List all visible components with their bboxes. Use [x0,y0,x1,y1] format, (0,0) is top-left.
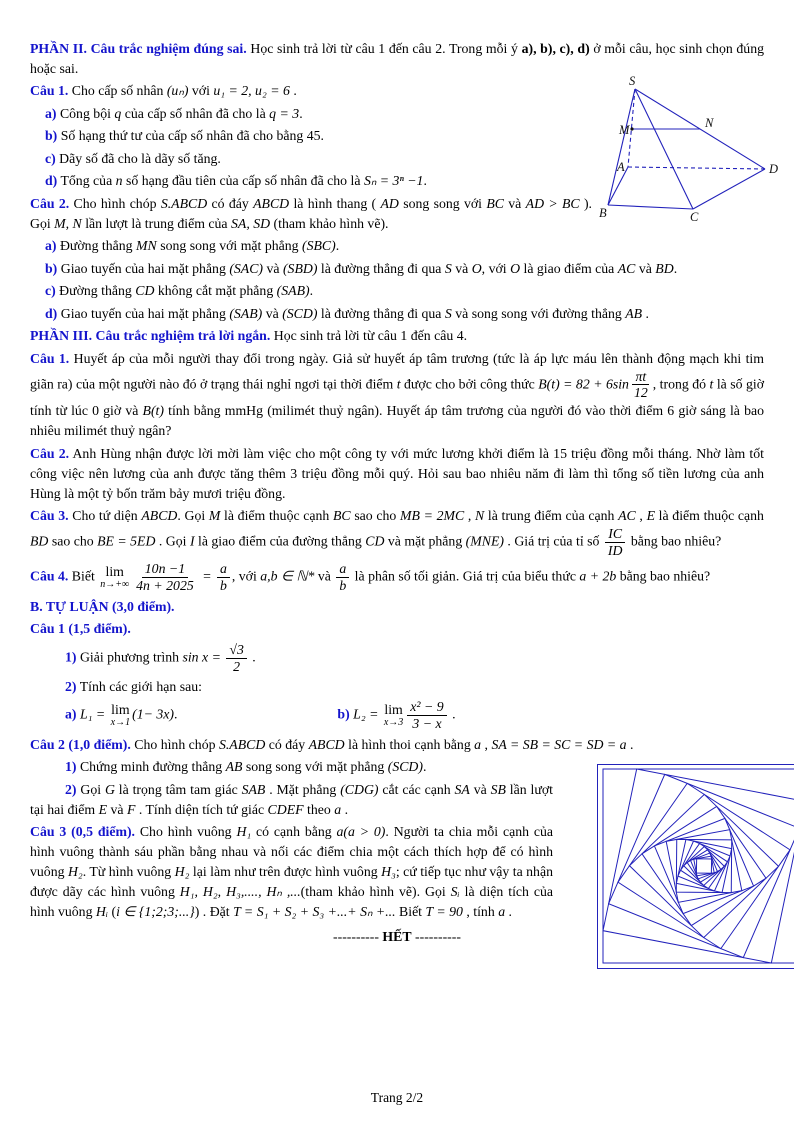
text-segment: . [289,83,297,98]
text-segment: và [107,801,127,817]
text-segment: và [635,260,656,276]
text-segment: . [341,801,349,817]
text-segment: Gọi [76,781,105,797]
text-segment: Hᵢ [95,904,109,920]
fraction: $\frac{a}{b}$ [336,561,349,594]
vertex-label-A: A [617,160,625,174]
text-segment: 2) [65,781,77,797]
text-segment: (uₙ) [166,83,189,98]
text-segment: (SCD) [387,759,423,775]
text-segment: B. TỰ LUẬN (3,0 điểm). [30,598,175,614]
text-segment: của cấp số nhân đã cho là [121,105,270,121]
text-segment: i ∈ {1;2;3;...} [116,904,195,920]
text-segment: (SBD) [282,260,318,276]
p3-cau3 [30,506,764,559]
text-segment: (SCD) [282,305,318,321]
text-segment: Câu 1. [30,350,70,366]
text-segment: Sₙ = 3ⁿ −1 [363,173,424,188]
text-segment: , với [231,568,261,584]
text-segment: là số giờ tính từ lúc 0 giờ và [30,376,765,419]
text-segment: CDEF [267,801,304,817]
text-segment: E [646,508,655,524]
text-segment: Câu 1 (1,5 điểm). [30,621,131,637]
text-segment: . [423,173,427,188]
text-segment: Cho cấp số nhân [68,83,167,98]
text-segment: Sᵢ [450,884,460,900]
text-segment: F [126,801,136,817]
text-segment: SA [454,781,470,797]
text-segment: không cắt mặt phẳng [154,283,277,298]
text-segment: BE = 5ED [97,533,156,549]
text-segment: Biết [395,904,426,920]
text-segment: Tổng của [57,173,116,188]
text-segment: số hạng đầu tiên của cấp số nhân đã cho là [122,173,364,188]
text-segment: SA, SD [231,215,271,231]
text-segment: a + 2b [579,568,617,584]
text-segment: N [474,508,485,524]
fraction: $\frac{√3}{2}$ [226,642,246,675]
text-segment: B(t) [142,403,164,419]
text-segment: , tính [462,904,499,920]
tl-cau2-stem [30,735,764,755]
text-segment: Đường thẳng [56,238,137,253]
text-segment: 2) [65,678,77,694]
text-segment: ABCD [253,195,290,211]
text-segment: Giao tuyến của hai mặt phẳng [57,305,230,321]
text-segment: AB [225,759,243,775]
text-segment: a [334,801,342,817]
text-segment: SB [490,781,506,797]
text-segment: B(t) = 82 + 6sin [538,376,629,392]
text-segment: Câu 2. [30,445,70,461]
text-segment: c) [45,150,56,166]
text-segment: . [335,238,340,253]
text-segment: , [464,508,475,524]
text-segment: AB [625,305,643,321]
text-segment: O [510,260,521,276]
text-segment: (1− 3x) [132,706,174,722]
tl-cau1-2 [30,677,764,697]
text-segment: d) [45,305,58,321]
text-segment: 1) [65,649,77,665]
text-segment: = [198,568,215,584]
text-segment: T = 90 [425,904,463,920]
text-segment: H₁, H₂, H₃,...., Hₙ ,... [179,884,301,900]
text-segment: , với [481,260,511,276]
tl-cau1-2ab [30,699,764,732]
text-segment: có cạnh bằng [251,824,337,840]
text-segment: là giao điểm của [520,260,618,276]
text-segment: G [104,781,115,797]
text-segment: . [299,105,303,121]
text-segment: M, N [54,215,82,231]
text-segment: (CDG) [340,781,379,797]
text-segment: tính bằng mmHg (milimét thuỷ ngân). Huyết áp tâm trương của người đó vào thời điểm 6 giờ sáng là bao nhiêu milimét thuỷ ngân? [30,403,764,439]
text-segment: S.ABCD [218,736,266,752]
text-segment: Giao tuyến của hai mặt phẳng [57,260,230,276]
text-segment: a) [45,105,57,121]
text-segment: sao cho [350,508,400,524]
text-segment: (SAB) [276,283,310,298]
vertex-label-M: M [619,123,630,137]
text-segment: và [451,260,472,276]
text-segment: Chứng minh đường thẳng [76,759,226,775]
text-segment: . [173,706,178,722]
text-segment: với [188,83,214,98]
text-segment: là hình thang ( [289,195,381,211]
text-segment: bằng bao nhiêu? [616,568,711,584]
text-segment: PHẦN III. Câu trắc nghiệm trả lời ngắn. [30,328,271,343]
text-segment: BD [655,260,674,276]
text-segment: AD [380,195,399,211]
text-segment: Cho tứ diện [68,508,142,524]
text-segment: là phân số tối giản. Giá trị của biểu thức [351,568,580,584]
text-segment: có đáy [207,195,254,211]
text-segment: CD [135,283,155,298]
p3-cau1 [30,349,764,442]
text-segment: a), b), c), d) [521,40,590,56]
text-segment: Tính các giới hạn sau: [76,678,202,694]
pyramid-figure [593,75,793,227]
text-segment: lần lượt là trung điểm của [81,215,232,231]
text-segment: b) [45,260,58,276]
text-segment: a [498,904,506,920]
text-segment: H₃ [381,864,396,880]
text-segment: M [208,508,221,524]
text-segment: . [309,283,314,298]
text-segment: Cho hình chóp [130,736,219,752]
text-segment: cắt các cạnh [378,781,455,797]
text-segment: , [481,736,492,752]
text-segment: BC [486,195,504,211]
text-segment: là trọng tâm tam giác [114,781,242,797]
text-segment: là trung điểm của cạnh [484,508,619,524]
vertex-label-S: S [629,75,636,88]
text-segment: Giải phương trình [76,649,183,665]
text-segment: . [248,649,256,665]
text-segment: Câu 2. [30,195,70,211]
vertex-label-N: N [705,116,714,130]
tl-cau2-2 [30,780,553,820]
text-segment: Câu 2 (1,0 điểm). [30,736,131,752]
text-segment: . [673,260,678,276]
text-segment: E [98,801,108,817]
text-segment: L₂ = [353,706,382,722]
text-segment: sin x = [182,649,225,665]
text-segment: ở mỗi câu, học sinh chọn đúng hoặc sai. [30,40,764,76]
text-segment: (MNE) [465,533,504,549]
text-segment: là giao điểm của đường thẳng [194,533,366,549]
text-segment: 1) [65,759,77,775]
text-segment: u₁ = 2, u₂ = 6 [213,83,290,98]
text-segment: Biết [68,568,99,584]
text-segment: (tham khảo hình vẽ). [270,215,389,231]
text-segment: t [709,376,714,392]
text-segment: . Mặt phẳng [265,781,341,797]
text-segment: song song với mặt phẳng [242,759,388,775]
text-segment: Câu 3. [30,508,69,524]
vertex-label-C: C [690,210,699,224]
text-segment: . Tính diện tích tứ giác [135,801,268,817]
text-segment: BD [30,533,49,549]
fraction: $\frac{\pi t}{12}$ [633,368,648,401]
text-segment: . Người ta chia mỗi cạnh của hình vuông thành sáu phần bằng nhau và nối các điểm chia một cách thích hợp để có hình vuông [30,824,554,880]
nested-squares-svg [597,764,794,969]
tl-cau1-header [30,619,764,639]
vertex-label-B: B [599,206,607,220]
text-segment: a [474,736,482,752]
text-segment: I [189,533,195,549]
text-segment: là hình thoi cạnh bằng [344,736,475,752]
text-segment: Câu 1. [30,83,69,98]
text-segment: n [115,173,123,188]
p3-cau2 [30,444,764,504]
text-segment: AD > BC [525,195,580,211]
text-segment: và mặt phẳng [384,533,466,549]
text-segment: O [471,260,482,276]
text-segment: L₁ = [79,706,109,722]
text-segment: AC [617,260,636,276]
text-segment: . Giá trị của tỉ số [503,533,603,549]
text-segment: song song với mặt phẳng [156,238,303,253]
text-segment: Công bội [56,105,115,121]
text-segment: được cho bởi công thức [400,376,539,392]
text-segment: và [263,260,283,276]
text-segment: SAB [241,781,266,797]
text-segment: lại làm như trên được hình vuông [189,864,382,880]
text-segment: là điểm thuộc cạnh [220,508,333,524]
text-segment: t [396,376,401,392]
text-segment: . [423,759,427,775]
text-segment: Anh Hùng nhận được lời mời làm việc cho một công ty với mức lương khởi điểm là 15 triệu đồng mỗi tháng. Nhờ làm tốt công việc nên lương của anh được tăng thêm 3 triệu đồng mỗi quý. Hỏi sau bao nhiêu năm đi làm thì tổng số tiền lương của anh Hùng là một tỷ bốn trăm bảy mươi triệu đồng. [30,445,764,501]
limit-expression: lim n→+∞ [100,564,130,590]
text-segment: bằng bao nhiêu? [627,533,722,549]
text-segment: b) [45,128,58,143]
text-segment: có đáy [265,736,309,752]
text-segment: q [114,105,122,121]
phan2-header [30,39,764,79]
text-segment: a(a > 0) [336,824,386,840]
text-segment: S [444,260,452,276]
text-segment: ; cứ tiếp tục như vậy ta nhận được dãy các hình vuông [30,864,553,900]
text-segment: Học sinh trả lời từ câu 1 đến câu 4. [270,328,468,343]
page-number: Trang 2/2 [370,1090,424,1105]
text-segment: H₂ [67,864,83,880]
text-segment: a) [65,706,77,722]
text-segment: MB = 2MC [399,508,465,524]
text-segment: BC [333,508,351,524]
text-segment: a) [45,238,57,253]
text-segment: (SAB) [229,305,263,321]
p2-cau2-stem [30,194,592,234]
text-segment: H₁ [236,824,252,840]
text-segment: CD [365,533,385,549]
text-segment: a,b ∈ ℕ* [260,568,315,584]
text-segment: Đường thẳng [55,283,136,298]
text-segment: và [262,305,283,321]
text-segment: MN [136,238,157,253]
text-segment: và [469,781,491,797]
limit-expression: lim x→3 [383,702,404,728]
text-segment: là diện tích của hình vuông [30,884,553,920]
text-segment: . Từ hình vuông [82,864,175,880]
text-segment: Huyết áp của mỗi người thay đổi trong ngày. Giả sử huyết áp tâm trương (tức là áp lực máu lên thành động mạch khi tim giãn ra) của một người nào đó ở trạng thái nghỉ ngơi tại thời điểm [30,350,764,392]
text-segment: HẾT [382,929,412,945]
text-segment: S [444,305,452,321]
text-segment: H₂ [174,864,190,880]
text-segment: là điểm thuộc cạnh [655,508,764,524]
nested-squares-figure [562,764,776,969]
text-segment: theo [303,801,335,817]
text-segment: ) . Đặt [194,904,234,920]
text-segment: Số hạng thứ tư của cấp số nhân đã cho bằng 45. [57,128,324,143]
text-segment: . Gọi [177,508,209,524]
text-segment: . [642,305,650,321]
tl-cau1-1 [30,642,764,675]
text-segment: ). Gọi [30,195,592,231]
fraction: $\frac{\text{x² − 9}}{3 - x}$ [407,699,446,732]
text-segment: lần lượt tại hai điểm [30,781,553,817]
text-segment: . [505,904,512,920]
text-segment: song song với [398,195,487,211]
text-segment: . Gọi [155,533,190,549]
text-segment: và song song với đường thẳng [451,305,626,321]
text-segment: ABCD [141,508,178,524]
text-segment: sao cho [48,533,98,549]
text-segment: d) [45,173,58,188]
text-segment: và [503,195,526,211]
text-segment: q = 3 [269,105,300,121]
tuluan-header [30,597,764,617]
tl-cau3 [30,822,553,922]
text-segment: ABCD [308,736,345,752]
p2-cau2-c [30,281,764,301]
text-segment: (tham khảo hình vẽ). Gọi [300,884,451,900]
text-segment: ---------- [333,929,383,945]
text-segment: (SAC) [229,260,264,276]
text-segment: (SBC) [302,238,336,253]
text-segment: ( [108,904,117,920]
text-segment: b) [337,706,350,722]
pyramid-figure-svg [593,75,793,227]
p2-cau2-b [30,259,764,279]
fraction: $\frac{10n -1}{4n + 2025}$ [136,561,194,594]
p2-cau2-a [30,236,764,256]
text-segment: , trong đó [652,376,710,392]
p3-cau4 [30,561,764,594]
text-segment: Cho hình vuông [135,824,237,840]
text-segment: . [448,706,456,722]
text-segment: , [635,508,647,524]
text-segment: và [314,568,335,584]
text-segment: ---------- [411,929,461,945]
text-segment: SA = SB = SC = SD = a [491,736,627,752]
text-segment: Câu 3 (0,5 điểm). [30,824,135,840]
text-segment: . [626,736,634,752]
phan3-header [30,326,764,346]
text-segment: Câu 4. [30,568,69,584]
text-segment: là đường thẳng đi qua [317,305,445,321]
limit-expression: lim x→1 [110,702,131,728]
text-segment: AC [618,508,636,524]
text-segment: là đường thẳng đi qua [317,260,445,276]
text-segment: Dãy số đã cho là dãy số tăng. [55,150,221,166]
fraction: $\frac{a}{b}$ [217,561,230,594]
text-segment: Học sinh trả lời từ câu 1 đến câu 2. Trong mỗi ý [246,40,522,56]
text-segment: T = S₁ + S₂ + S₃ +...+ Sₙ +... [233,904,396,920]
fraction: $\frac{IC}{ID}$ [605,526,626,559]
text-segment: S.ABCD [160,195,208,211]
text-segment: PHẦN II. Câu trắc nghiệm đúng sai. [30,40,247,56]
p2-cau2-d [30,304,764,324]
vertex-label-D: D [769,162,779,176]
text-segment: Cho hình chóp [69,195,161,211]
text-segment: c) [45,283,56,298]
